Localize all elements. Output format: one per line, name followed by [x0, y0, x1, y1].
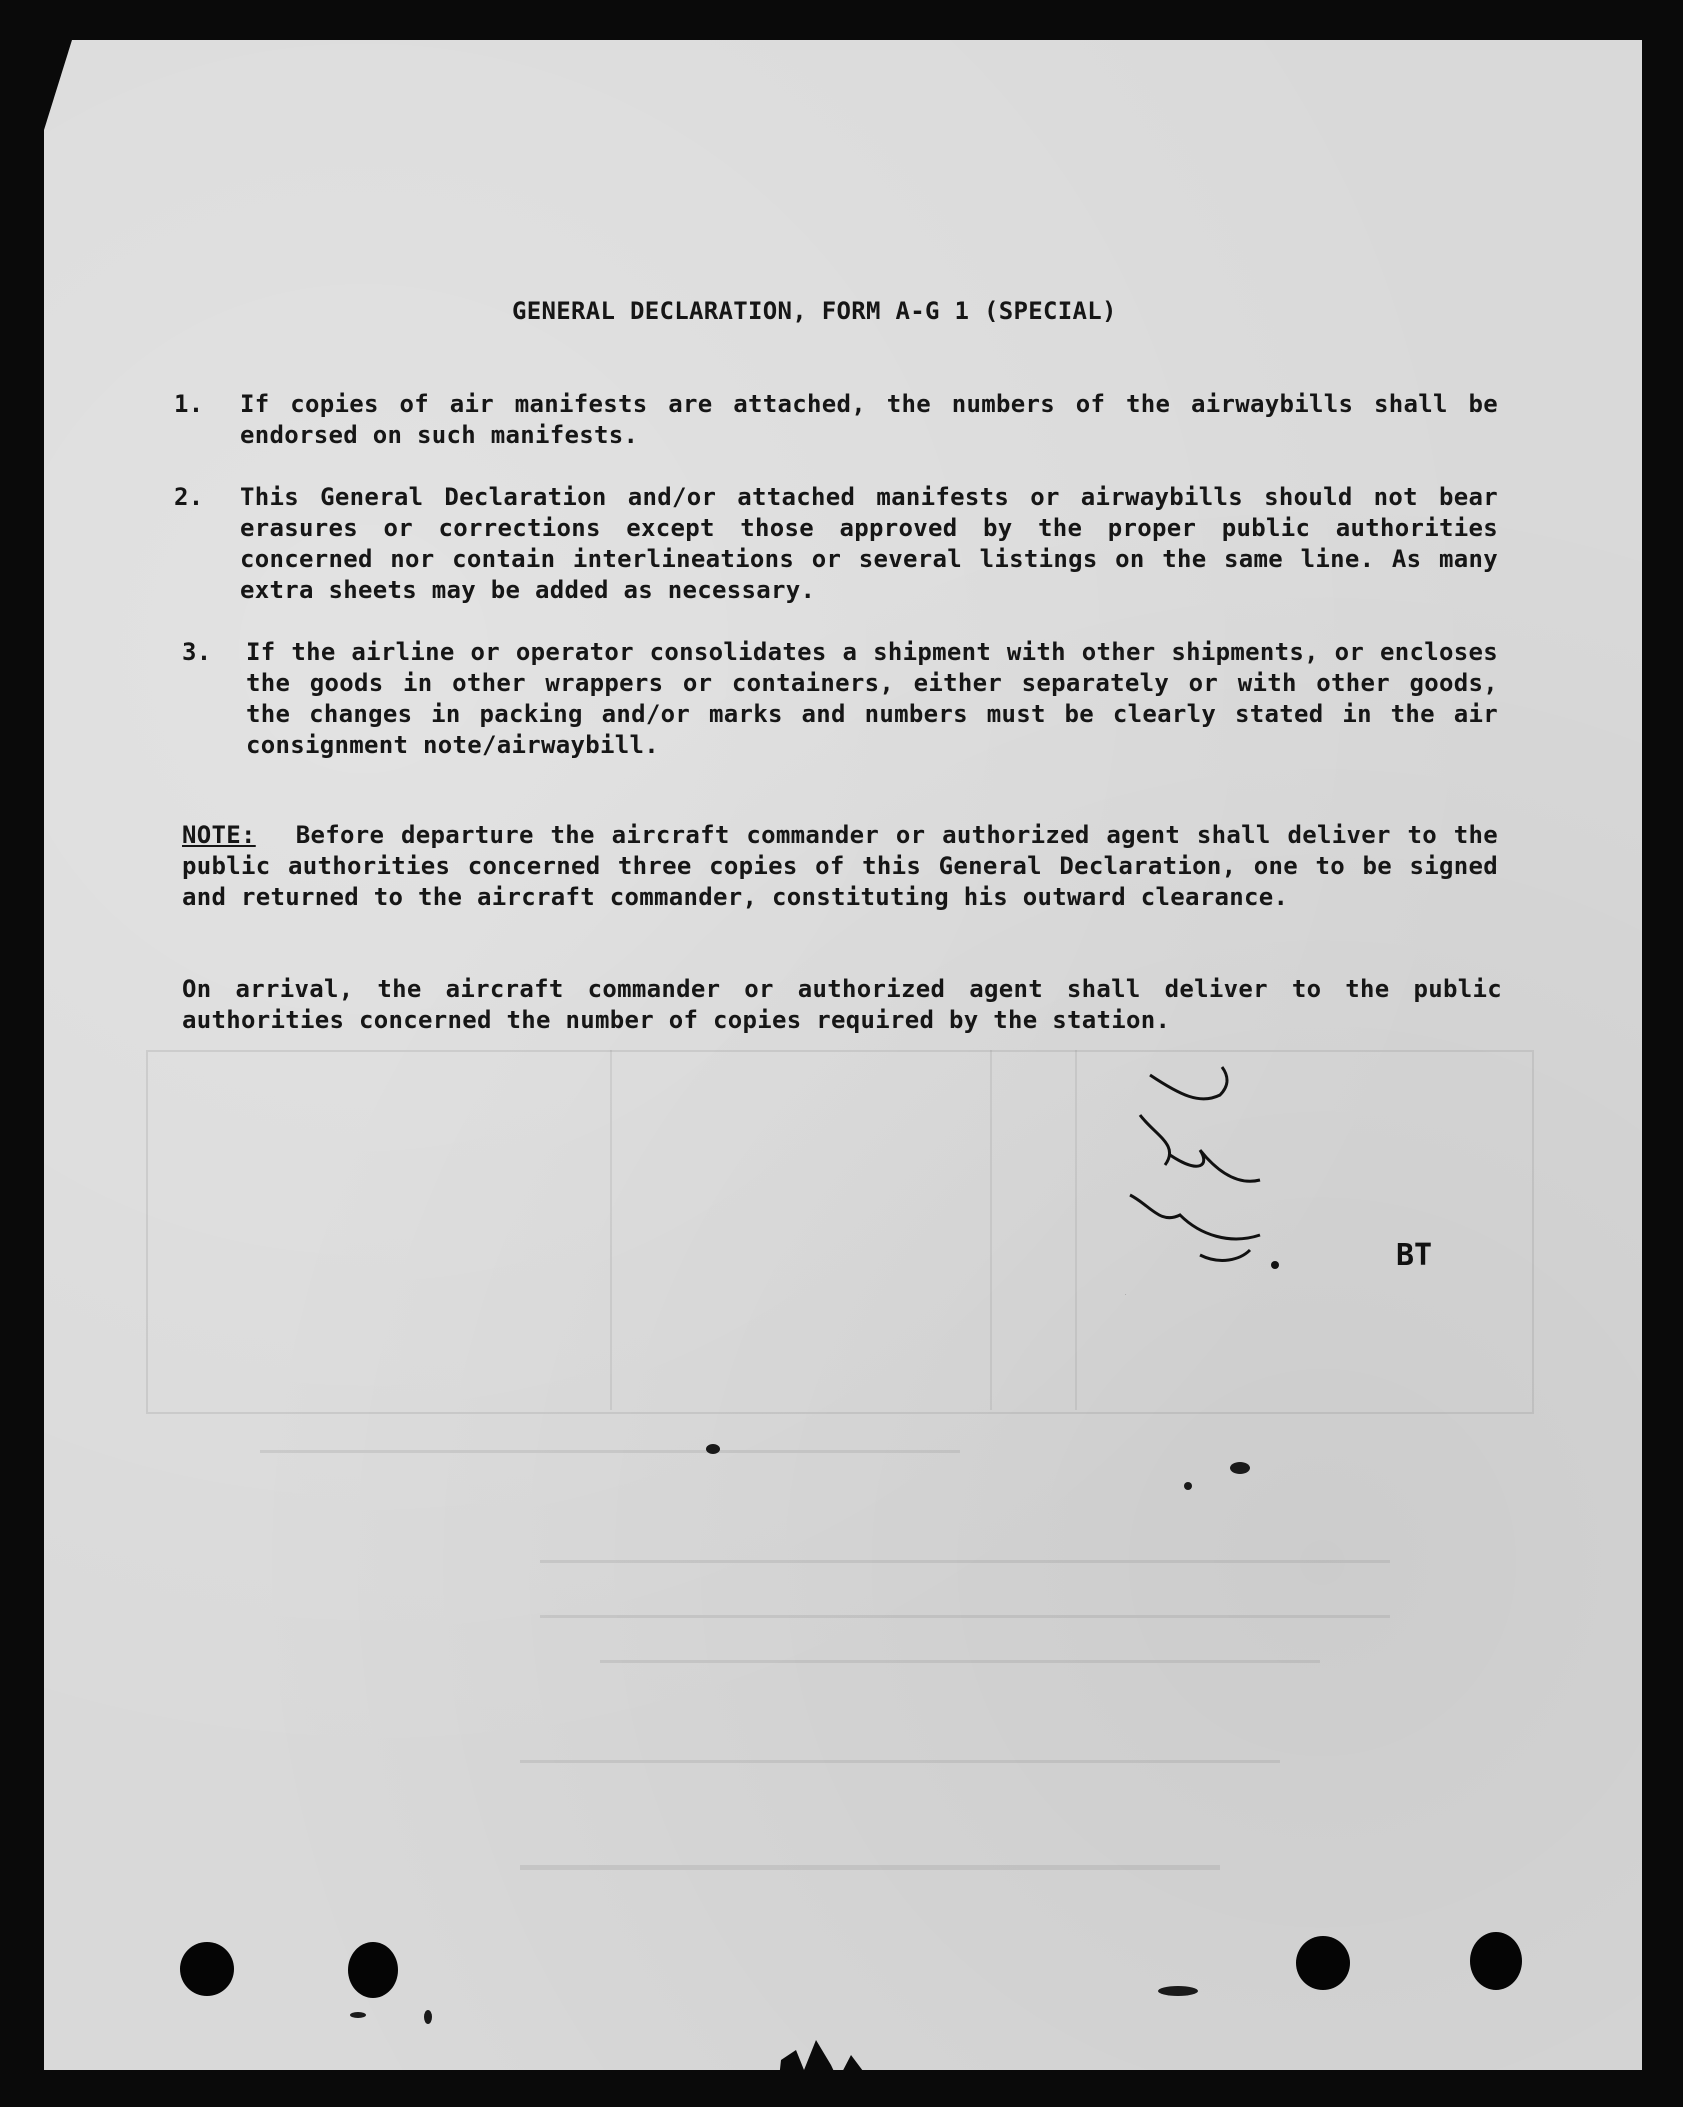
- item-number: 2.: [174, 483, 204, 511]
- document-title: GENERAL DECLARATION, FORM A-G 1 (SPECIAL): [512, 297, 1117, 325]
- punch-hole: [1470, 1932, 1522, 1990]
- bleed-through-rule: [610, 1050, 612, 1410]
- bleed-through-text: [520, 1760, 1280, 1763]
- declaration-item-2: [174, 482, 1498, 606]
- handwritten-initials-icon: [1110, 1055, 1350, 1295]
- bleed-through-text: [260, 1450, 960, 1453]
- bleed-through-rule: [1075, 1050, 1077, 1410]
- ink-speck: [1158, 1986, 1198, 1996]
- bleed-through-rule: [990, 1050, 992, 1410]
- ink-speck: [1230, 1462, 1250, 1474]
- item-number: 1.: [174, 390, 204, 418]
- punch-hole: [180, 1942, 234, 1996]
- item-text: If copies of air manifests are attached, the numbers of the airwaybills shall be endorsed on such manifests.: [240, 390, 1498, 449]
- bleed-through-text: [520, 1865, 1220, 1870]
- declaration-item-3: [182, 637, 1498, 761]
- torn-edge: [776, 2020, 886, 2107]
- bleed-through-text: [540, 1560, 1390, 1563]
- ink-speck: [424, 2010, 432, 2024]
- note-paragraph: [182, 820, 1498, 913]
- bleed-through-text: [540, 1615, 1390, 1618]
- arrival-paragraph: On arrival, the aircraft commander or authorized agent shall deliver to the public authorities concerned the number of copies required by the station.: [182, 975, 1502, 1034]
- ink-speck: [1184, 1482, 1192, 1490]
- note-text: Before departure the aircraft commander or authorized agent shall deliver to the public authorities concerned three copies of this General Declaration, one to be signed and returned to the aircraft commander, constituting his outward clearance.: [182, 821, 1498, 911]
- item-number: 3.: [182, 638, 212, 666]
- ink-speck: [706, 1444, 720, 1454]
- note-label: NOTE:: [182, 821, 256, 849]
- punch-hole: [348, 1942, 398, 1998]
- declaration-item-1: [174, 389, 1498, 451]
- handwritten-mark: BT: [1396, 1238, 1433, 1273]
- bleed-through-text: [600, 1660, 1320, 1663]
- punch-hole: [1296, 1936, 1350, 1990]
- item-text: If the airline or operator consolidates a shipment with other shipments, or encloses the goods in other wrappers or containers, either separately or with other goods, the changes in packing and/or marks and numbers must be clearly stated in the air consignment note/airwaybill.: [246, 638, 1498, 759]
- item-text: This General Declaration and/or attached manifests or airwaybills should not bear erasures or corrections except those approved by the proper public authorities concerned nor contain interlineations or several listings on the same line. As many extra sheets may be added as necessary.: [240, 483, 1498, 604]
- ink-speck: [350, 2012, 366, 2018]
